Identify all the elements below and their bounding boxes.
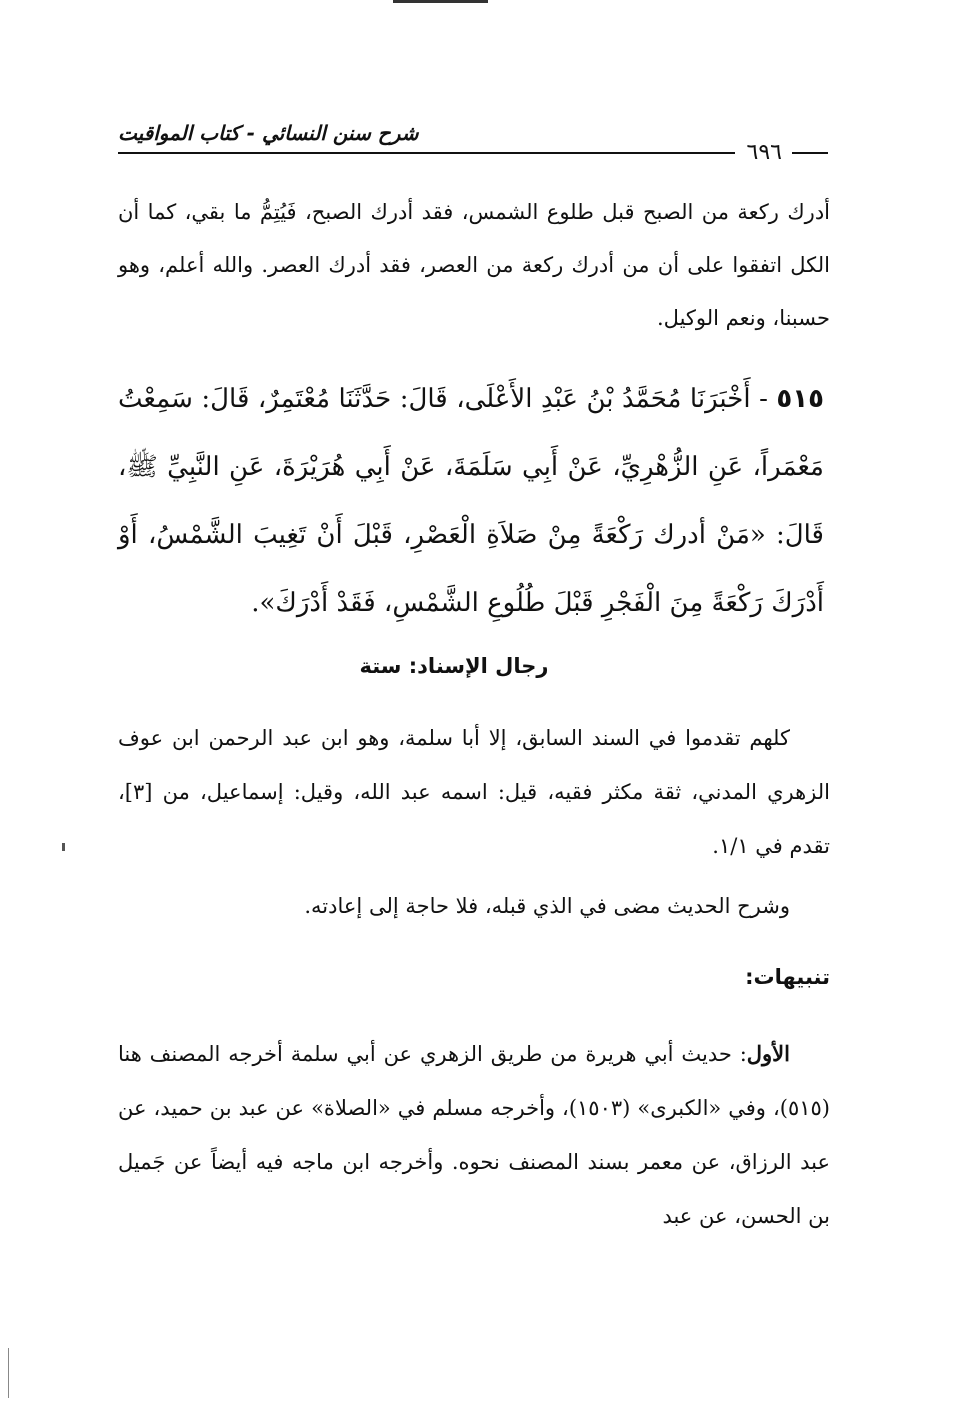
hadith-paragraph: ٥١٥ - أَخْبَرَنَا مُحَمَّدُ بْنُ عَبْدِ الأَعْلَى، قَالَ: حَدَّثَنَا مُعْتَمِرٌ، قَالَ: سَمِعْتُ مَعْمَراً، عَنِ الزُّهْرِيِّ، عَنْ أَبِي سَلَمَةَ، عَنْ أَبِي هُرَيْرَةَ، عَنِ النَّبِيِّ ﷺ، قَالَ: «مَنْ أدرك رَكْعَةً مِنْ صَلاَةِ الْعَصْرِ، قَبْلَ أَنْ تَغِيبَ الشَّمْسُ، أَوْ أَدْرَكَ رَكْعَةً مِنَ الْفَجْرِ قَبْلَ طُلُوعِ الشَّمْسِ، فَقَدْ أَدْرَكَ». xyxy=(118,384,824,618)
notes-first-lead: الأول xyxy=(746,1041,790,1066)
hadith-text: أَخْبَرَنَا مُحَمَّدُ بْنُ عَبْدِ الأَعْلَى، قَالَ: حَدَّثَنَا مُعْتَمِرٌ، قَالَ: سَمِعْتُ مَعْمَراً، عَنِ الزُّهْرِيِّ، عَنْ أَبِي سَلَمَةَ، عَنْ أَبِي هُرَيْرَةَ، عَنِ النَّبِيِّ ﷺ، قَالَ: «مَنْ أدرك رَكْعَةً مِنْ صَلاَةِ الْعَصْرِ، قَبْلَ أَنْ تَغِيبَ الشَّمْسُ، أَوْ أَدْرَكَ رَكْعَةً مِنَ الْفَجْرِ قَبْلَ طُلُوعِ الشَّمْسِ، فَقَدْ أَدْرَكَ». xyxy=(118,384,824,618)
scan-edge-line xyxy=(8,1348,9,1398)
hadith-number: ٥١٥ xyxy=(776,384,824,414)
notes-first-text: : حديث أبي هريرة من طريق الزهري عن أبي سلمة أخرجه المصنف هنا (٥١٥)، وفي «الكبرى» (١٥٠٣)، وأخرجه مسلم في «الصلاة» عن عبد بن حميد، عن عبد الرزاق، عن معمر بسند المصنف نحوه. وأخرجه ابن ماجه فيه أيضاً عن جَميل بن الحسن، عن عبد xyxy=(118,1042,830,1228)
page-header xyxy=(118,118,830,168)
running-title: شرح سنن النسائي - كتاب المواقيت xyxy=(118,121,419,145)
notes-heading: تنبيهات: xyxy=(745,965,830,989)
narrators-paragraph: كلهم تقدموا في السند السابق، إلا أبا سلمة، وهو ابن عبد الرحمن ابن عوف الزهري المدني، ثقة مكثر فقيه، قيل: اسمه عبد الله، وقيل: إسماعيل، من [٣]، تقدم في ١/١. xyxy=(118,726,830,858)
top-edge-rule xyxy=(393,0,488,3)
page-number-block xyxy=(735,140,830,166)
header-rule xyxy=(118,152,830,154)
page-content xyxy=(118,186,830,1243)
margin-mark xyxy=(62,843,65,851)
commentary-note-paragraph: وشرح الحديث مضى في الذي قبله، فلا حاجة إلى إعادته. xyxy=(304,894,790,918)
intro-paragraph: أدرك ركعة من الصبح قبل طلوع الشمس، فقد أدرك الصبح، فَيُتِمُّ ما بقي، كما أن الكل اتفقوا على أن من أدرك ركعة من العصر، فقد أدرك العصر. والله أعلم، وهو حسبنا، ونعم الوكيل. xyxy=(118,200,830,330)
page-number-dash xyxy=(792,152,828,154)
narrators-heading: رجال الإسناد: ستة xyxy=(359,654,549,678)
notes-first-paragraph xyxy=(118,1027,830,1243)
page-number: ٦٩٦ xyxy=(746,140,782,165)
